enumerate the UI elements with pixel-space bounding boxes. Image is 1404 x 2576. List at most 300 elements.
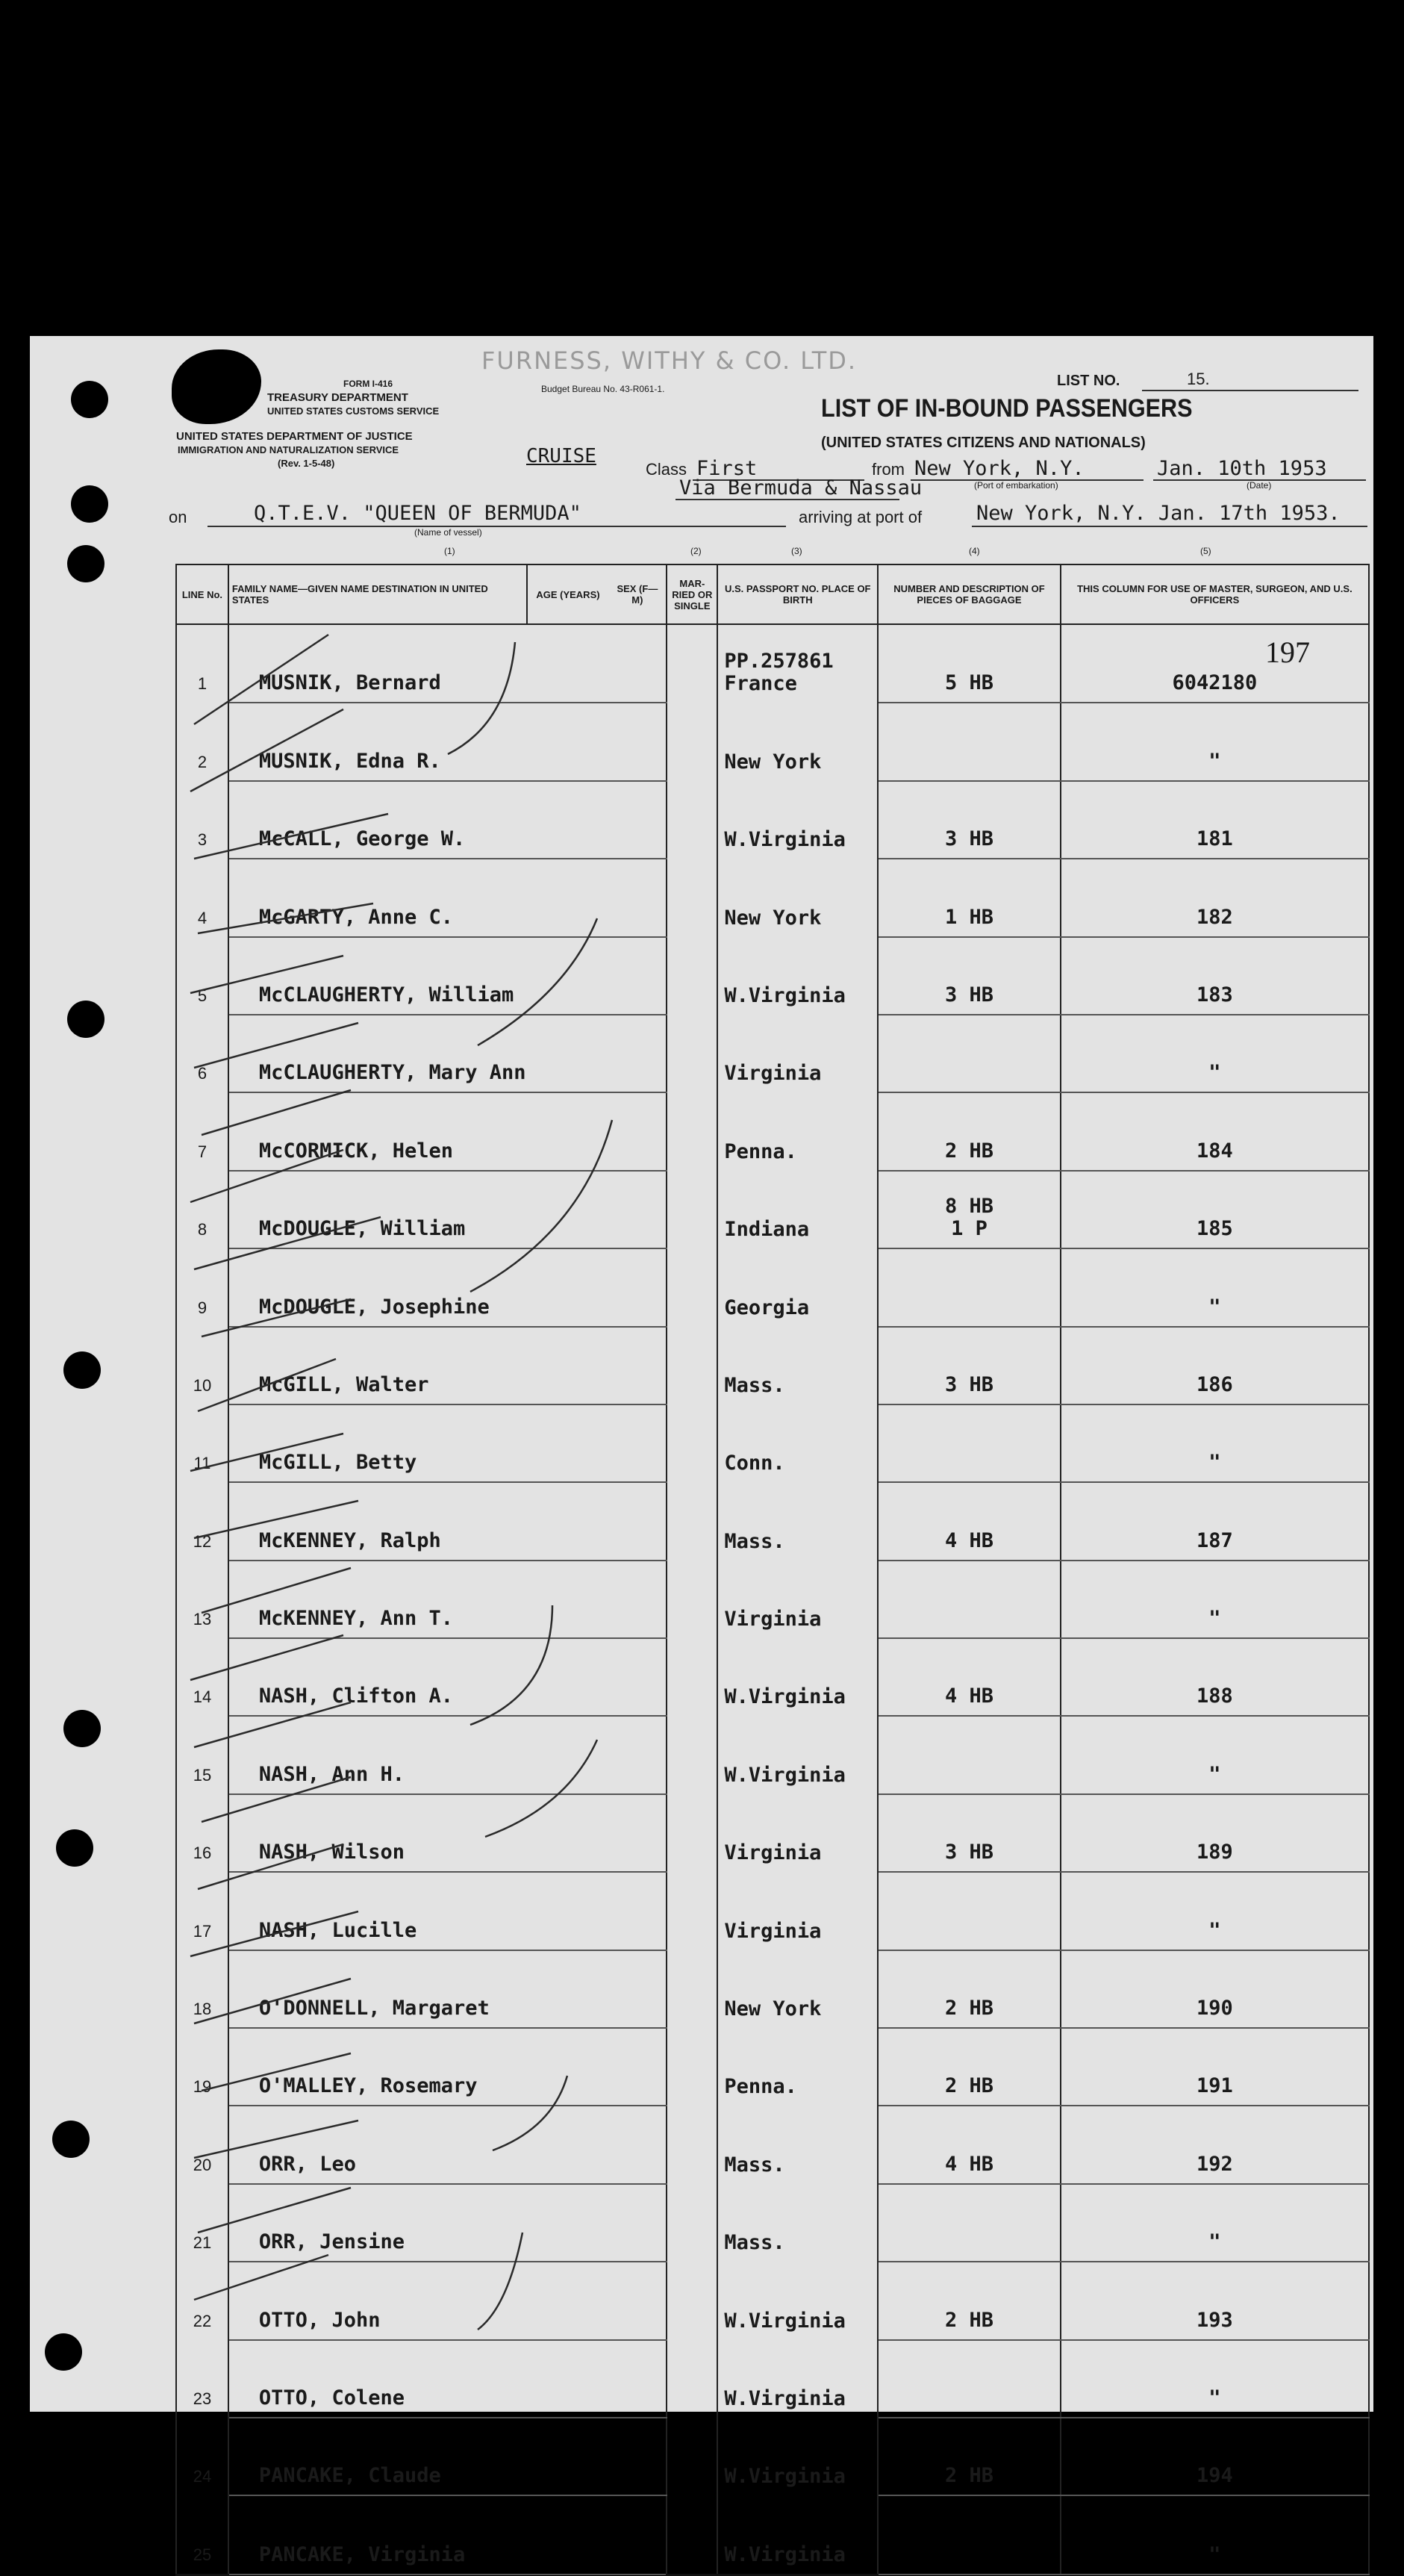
married-cell-cell [667, 781, 717, 859]
passport-birth-cell [717, 1404, 878, 1482]
officer-number: " [1208, 2543, 1221, 2567]
list-no-label: LIST NO. [1057, 373, 1120, 389]
married-cell-cell [667, 1015, 717, 1092]
officer-number-cell [1061, 2106, 1369, 2183]
passport-birth-cell [717, 1561, 878, 1638]
officer-number: 189 [1196, 1841, 1233, 1864]
officer-number: " [1208, 1918, 1221, 1942]
punch-hole [67, 545, 104, 582]
passenger-name-cell [228, 1872, 667, 1950]
col-line-no: LINE No. [176, 564, 228, 624]
justice-line-3: (Rev. 1-5-48) [278, 458, 335, 469]
passenger-name: NASH, Ann H. [258, 1762, 405, 1786]
passenger-name: McGARTY, Anne C. [258, 905, 453, 929]
manifest-page [30, 336, 1373, 2567]
passenger-name: O'DONNELL, Margaret [258, 1997, 490, 2020]
passenger-name: NASH, Clifton A. [258, 1684, 453, 1708]
officer-number-cell [1061, 1950, 1369, 2028]
place-of-birth: Mass. [724, 2153, 785, 2177]
baggage: 3 HB [944, 1841, 993, 1864]
passenger-name-cell [228, 1015, 667, 1092]
married-cell-cell [667, 1092, 717, 1170]
officer-number: 182 [1196, 905, 1233, 929]
officer-number-cell [1061, 1482, 1369, 1560]
company-stamp: FURNESS, WITHY & CO. LTD. [481, 346, 858, 375]
baggage-cell [878, 2184, 1061, 2262]
passenger-name: NASH, Wilson [258, 1841, 405, 1864]
baggage-cell [878, 1638, 1061, 1716]
place-of-birth: Mass. [724, 2231, 785, 2255]
married-cell-cell [667, 2262, 717, 2339]
baggage [879, 1630, 1060, 1637]
line-number: 1 [176, 624, 228, 703]
baggage: 4 HB [944, 2152, 993, 2176]
embarkation-caption: (Port of embarkation) [974, 480, 1058, 491]
passenger-name: McKENNEY, Ann T. [258, 1607, 453, 1631]
passenger-name: ORR, Jensine [258, 2230, 405, 2254]
table-row [176, 1716, 1369, 1793]
officer-number: 190 [1196, 1997, 1233, 2020]
officer-number: 6042180 [1172, 671, 1258, 695]
baggage-cell [878, 859, 1061, 936]
officer-number-cell [1061, 1015, 1369, 1092]
officer-number-cell [1061, 859, 1369, 936]
place-of-birth: New York [724, 750, 822, 774]
officer-number: " [1208, 1295, 1221, 1319]
page-subtitle: (UNITED STATES CITIZENS AND NATIONALS) [821, 435, 1146, 451]
line-number: 15 [176, 1716, 228, 1793]
officer-number: " [1208, 749, 1221, 773]
line-number: 17 [176, 1872, 228, 1950]
officer-number-cell [1061, 624, 1369, 703]
passenger-name: NASH, Lucille [258, 1918, 417, 1942]
baggage-cell [878, 1248, 1061, 1326]
passenger-table [175, 564, 1370, 2576]
form-line-3: UNITED STATES CUSTOMS SERVICE [267, 405, 440, 417]
column-number-2: (2) [690, 546, 702, 556]
baggage-cell [878, 1015, 1061, 1092]
passenger-name-cell [228, 781, 667, 859]
punch-hole [45, 2333, 82, 2371]
passport-birth-cell [717, 1015, 878, 1092]
officer-number: 194 [1196, 2464, 1233, 2488]
officer-number-cell [1061, 1716, 1369, 1793]
passport-birth-cell [717, 1482, 878, 1560]
married-cell-cell [667, 937, 717, 1015]
passenger-name: OTTO, John [258, 2308, 381, 2332]
baggage: 3 HB [944, 827, 993, 851]
place-of-birth: Georgia [724, 1295, 810, 1319]
officer-number: 191 [1196, 2074, 1233, 2098]
passenger-name-cell [228, 1950, 667, 2028]
budget-bureau: Budget Bureau No. 43-R061-1. [541, 384, 665, 394]
married-cell-cell [667, 1950, 717, 2028]
passenger-name: O'MALLEY, Rosemary [258, 2074, 478, 2098]
officer-number: " [1208, 2230, 1221, 2254]
table-row [176, 1404, 1369, 1482]
officer-number: " [1208, 1762, 1221, 1786]
officer-number: 184 [1196, 1139, 1233, 1163]
punch-hole [52, 2121, 90, 2158]
passenger-name-cell [228, 2418, 667, 2495]
class-value: First [696, 457, 758, 480]
officer-number: " [1208, 1451, 1221, 1475]
passenger-name-cell [228, 2106, 667, 2183]
table-row [176, 1561, 1369, 1638]
table-row [176, 1482, 1369, 1560]
passport-birth-cell [717, 1950, 878, 2028]
place-of-birth: Penna. [724, 1139, 797, 1163]
passenger-name-cell [228, 1092, 667, 1170]
col-passport: U.S. PASSPORT NO. PLACE OF BIRTH [717, 564, 878, 624]
line-number: 12 [176, 1482, 228, 1560]
line-number: 14 [176, 1638, 228, 1716]
passport-birth-cell [717, 2418, 878, 2495]
baggage-cell [878, 1171, 1061, 1248]
col-name: FAMILY NAME—GIVEN NAME DESTINATION IN UNITED STATES [228, 564, 527, 624]
date-caption: (Date) [1247, 480, 1272, 491]
passenger-name: McCALL, George W. [258, 827, 466, 851]
passport-birth-cell [717, 1638, 878, 1716]
passenger-name-cell [228, 2495, 667, 2575]
baggage-cell [878, 624, 1061, 703]
passenger-name: MUSNIK, Bernard [258, 671, 441, 695]
place-of-birth: Virginia [724, 1608, 822, 1631]
departure-date: Jan. 10th 1953 [1157, 457, 1327, 480]
married-cell-cell [667, 1638, 717, 1716]
table-row [176, 1794, 1369, 1872]
married-cell-cell [667, 1404, 717, 1482]
table-row [176, 2028, 1369, 2106]
place-of-birth: New York [724, 906, 822, 930]
table-row [176, 781, 1369, 859]
baggage-cell [878, 1872, 1061, 1950]
passenger-name-cell [228, 1561, 667, 1638]
married-cell-cell [667, 2028, 717, 2106]
passport-birth-cell [717, 703, 878, 780]
passport-birth-cell [717, 1872, 878, 1950]
baggage [879, 1786, 1060, 1793]
passport-birth-cell [717, 859, 878, 936]
passenger-name-cell [228, 1404, 667, 1482]
baggage [879, 1319, 1060, 1326]
officer-number-cell [1061, 2184, 1369, 2262]
line-number: 8 [176, 1171, 228, 1248]
baggage: 5 HB [944, 671, 993, 695]
baggage [879, 1942, 1060, 1950]
baggage-cell [878, 1092, 1061, 1170]
passenger-name: McKENNEY, Ralph [258, 1528, 441, 1552]
baggage [879, 1474, 1060, 1481]
baggage-cell [878, 2418, 1061, 2495]
passport-birth-cell [717, 2495, 878, 2575]
married-cell-cell [667, 703, 717, 780]
place-of-birth: W.Virginia [724, 2386, 846, 2410]
passenger-name-cell [228, 1716, 667, 1793]
baggage: 4 HB [944, 1684, 993, 1708]
passenger-name: PANCAKE, Virginia [258, 2543, 466, 2567]
passenger-name: ORR, Leo [258, 2152, 356, 2176]
baggage: 2 HB [944, 2464, 993, 2488]
passenger-name-cell [228, 1794, 667, 1872]
table-row [176, 624, 1369, 703]
column-number-4: (4) [969, 546, 980, 556]
baggage-cell [878, 1404, 1061, 1482]
list-no-value: 15. [1187, 370, 1210, 388]
justice-line-1: UNITED STATES DEPARTMENT OF JUSTICE [176, 430, 413, 443]
officer-number-cell [1061, 1872, 1369, 1950]
table-row [176, 1248, 1369, 1326]
passenger-name-cell [228, 859, 667, 936]
table-row [176, 1638, 1369, 1716]
officer-number-cell [1061, 2028, 1369, 2106]
line-number: 25 [176, 2495, 228, 2575]
baggage [879, 2409, 1060, 2417]
officer-number: 187 [1196, 1528, 1233, 1552]
married-cell-cell [667, 1794, 717, 1872]
passport-birth-cell [717, 937, 878, 1015]
line-number: 22 [176, 2262, 228, 2339]
officer-number-cell [1061, 2418, 1369, 2495]
table-row [176, 1327, 1369, 1404]
officer-number: 193 [1196, 2308, 1233, 2332]
married-cell-cell [667, 1716, 717, 1793]
passenger-name-cell [228, 703, 667, 780]
place-of-birth: W.Virginia [724, 983, 846, 1007]
line-number: 3 [176, 781, 228, 859]
officer-number-cell [1061, 2495, 1369, 2575]
officer-number-cell [1061, 1794, 1369, 1872]
officer-number-cell [1061, 1327, 1369, 1404]
baggage-cell [878, 1794, 1061, 1872]
officer-number-cell [1061, 2340, 1369, 2418]
baggage-cell [878, 1327, 1061, 1404]
baggage-cell [878, 2028, 1061, 2106]
officer-number: " [1208, 1607, 1221, 1631]
baggage: 2 HB [944, 2074, 993, 2098]
line-number: 24 [176, 2418, 228, 2495]
baggage-cell [878, 1716, 1061, 1793]
passenger-name: McDOUGLE, Josephine [258, 1295, 490, 1319]
vessel-name: Q.T.E.V. "QUEEN OF BERMUDA" [254, 502, 581, 525]
punch-hole [71, 485, 108, 523]
passport-birth-cell [717, 1171, 878, 1248]
baggage-cell [878, 2106, 1061, 2183]
married-cell-cell [667, 624, 717, 703]
table-row [176, 2106, 1369, 2183]
place-of-birth: W.Virginia [724, 2309, 846, 2333]
place-of-birth: Virginia [724, 1841, 822, 1865]
table-header-row [176, 564, 1369, 624]
line-number: 13 [176, 1561, 228, 1638]
baggage-cell [878, 937, 1061, 1015]
baggage-cell [878, 1950, 1061, 2028]
officer-number-cell [1061, 2262, 1369, 2339]
officer-number-cell [1061, 937, 1369, 1015]
passport-birth-cell [717, 2262, 878, 2339]
form-line-2: TREASURY DEPARTMENT [267, 391, 408, 404]
passport-number: PP.257861 [724, 650, 834, 673]
passenger-name: McDOUGLE, William [258, 1217, 466, 1241]
line-number: 18 [176, 1950, 228, 2028]
married-cell-cell [667, 1327, 717, 1404]
justice-line-2: IMMIGRATION AND NATURALIZATION SERVICE [178, 444, 399, 455]
baggage: 2 HB [944, 1997, 993, 2020]
passenger-name: McGILL, Walter [258, 1372, 429, 1396]
passenger-name-cell [228, 937, 667, 1015]
passport-birth-cell [717, 2028, 878, 2106]
passport-birth-cell [717, 1327, 878, 1404]
passport-birth-cell [717, 2340, 878, 2418]
place-of-birth: Virginia [724, 1062, 822, 1086]
form-line-1: FORM I-416 [343, 379, 393, 389]
punch-hole [56, 1829, 93, 1867]
place-of-birth: W.Virginia [724, 2465, 846, 2489]
vessel-caption: (Name of vessel) [414, 527, 482, 538]
arriving-label: arriving at port of [799, 508, 923, 526]
page-title: LIST OF IN-BOUND PASSENGERS [821, 394, 1193, 423]
line-number: 23 [176, 2340, 228, 2418]
place-of-birth: Penna. [724, 2075, 797, 2099]
table-row [176, 2184, 1369, 2262]
baggage: 8 HB 1 P [944, 1195, 993, 1241]
passenger-name-cell [228, 624, 667, 703]
punch-hole [71, 381, 108, 418]
baggage: 2 HB [944, 2308, 993, 2332]
officer-number: " [1208, 2386, 1221, 2409]
married-cell-cell [667, 2418, 717, 2495]
table-row [176, 2262, 1369, 2339]
passport-birth-cell [717, 2184, 878, 2262]
baggage: 4 HB [944, 1528, 993, 1552]
officer-number-cell [1061, 703, 1369, 780]
passenger-name-cell [228, 1248, 667, 1326]
place-of-birth: Virginia [724, 1919, 822, 1943]
passenger-name-cell [228, 1482, 667, 1560]
baggage [879, 773, 1060, 780]
married-cell-cell [667, 1482, 717, 1560]
passenger-name-cell [228, 2262, 667, 2339]
baggage-cell [878, 2340, 1061, 2418]
table-row [176, 2418, 1369, 2495]
baggage-cell [878, 2262, 1061, 2339]
married-cell-cell [667, 2495, 717, 2575]
from-value: New York, N.Y. [914, 457, 1085, 480]
arrival-port-date: New York, N.Y. Jan. 17th 1953. [976, 502, 1341, 525]
col-baggage: NUMBER AND DESCRIPTION OF PIECES OF BAGGAGE [878, 564, 1061, 624]
passenger-name: McCORMICK, Helen [258, 1139, 453, 1163]
married-cell-cell [667, 1872, 717, 1950]
line-number: 10 [176, 1327, 228, 1404]
officer-number-cell [1061, 1638, 1369, 1716]
line-number: 6 [176, 1015, 228, 1092]
officer-number: " [1208, 1061, 1221, 1085]
officer-number: 192 [1196, 2152, 1233, 2176]
punch-hole [67, 1001, 104, 1038]
passport-birth-cell [717, 781, 878, 859]
col-sex: SEX (F—M) [608, 564, 667, 624]
married-cell-cell [667, 1171, 717, 1248]
table-row [176, 1171, 1369, 1248]
line-number: 21 [176, 2184, 228, 2262]
officer-number-cell [1061, 1092, 1369, 1170]
passenger-name: OTTO, Colene [258, 2386, 405, 2409]
place-of-birth: France [724, 672, 797, 696]
officer-number-cell [1061, 1561, 1369, 1638]
passenger-name: PANCAKE, Claude [258, 2464, 441, 2488]
table-row [176, 1092, 1369, 1170]
baggage: 3 HB [944, 1372, 993, 1396]
baggage [879, 2253, 1060, 2261]
column-number-5: (5) [1200, 546, 1211, 556]
route-via: Via Bermuda & Nassau [679, 476, 923, 500]
married-cell-cell [667, 859, 717, 936]
table-row [176, 1872, 1369, 1950]
column-number-3: (3) [791, 546, 802, 556]
officer-number: 185 [1196, 1217, 1233, 1241]
table-row [176, 859, 1369, 936]
line-number: 19 [176, 2028, 228, 2106]
passenger-name-cell [228, 2184, 667, 2262]
on-label: on [169, 508, 187, 526]
table-row [176, 1015, 1369, 1092]
officer-number-cell [1061, 1404, 1369, 1482]
baggage: 2 HB [944, 1139, 993, 1163]
passport-birth-cell [717, 1092, 878, 1170]
married-cell-cell [667, 1561, 717, 1638]
line-number: 16 [176, 1794, 228, 1872]
married-cell-cell [667, 2106, 717, 2183]
place-of-birth: W.Virginia [724, 828, 846, 852]
passport-birth-cell [717, 624, 878, 703]
passport-birth-cell [717, 1248, 878, 1326]
line-number: 5 [176, 937, 228, 1015]
table-row [176, 1950, 1369, 2028]
passport-birth-cell [717, 2106, 878, 2183]
place-of-birth: Indiana [724, 1218, 810, 1242]
punch-hole [63, 1710, 101, 1747]
table-row [176, 703, 1369, 780]
married-cell-cell [667, 2184, 717, 2262]
baggage-cell [878, 703, 1061, 780]
line-number: 9 [176, 1248, 228, 1326]
baggage-cell [878, 1561, 1061, 1638]
officer-number-cell [1061, 1248, 1369, 1326]
officer-number: 181 [1196, 827, 1233, 851]
passenger-name-cell [228, 2028, 667, 2106]
table-row [176, 937, 1369, 1015]
officer-number: 188 [1196, 1684, 1233, 1708]
married-cell-cell [667, 2340, 717, 2418]
line-number: 7 [176, 1092, 228, 1170]
baggage [879, 1084, 1060, 1092]
passport-birth-cell [717, 1794, 878, 1872]
officer-annotation: 197 [1265, 635, 1310, 669]
column-number-1: (1) [444, 546, 455, 556]
place-of-birth: W.Virginia [724, 2542, 846, 2566]
passenger-name-cell [228, 1638, 667, 1716]
passenger-name: MUSNIK, Edna R. [258, 749, 441, 773]
col-married: MAR-RIED OR SINGLE [667, 564, 717, 624]
officer-number-cell [1061, 1171, 1369, 1248]
passenger-name-cell [228, 2340, 667, 2418]
punch-hole [63, 1351, 101, 1389]
line-number: 4 [176, 859, 228, 936]
place-of-birth: Conn. [724, 1452, 785, 1475]
married-cell-cell [667, 1248, 717, 1326]
line-number: 20 [176, 2106, 228, 2183]
line-number: 11 [176, 1404, 228, 1482]
